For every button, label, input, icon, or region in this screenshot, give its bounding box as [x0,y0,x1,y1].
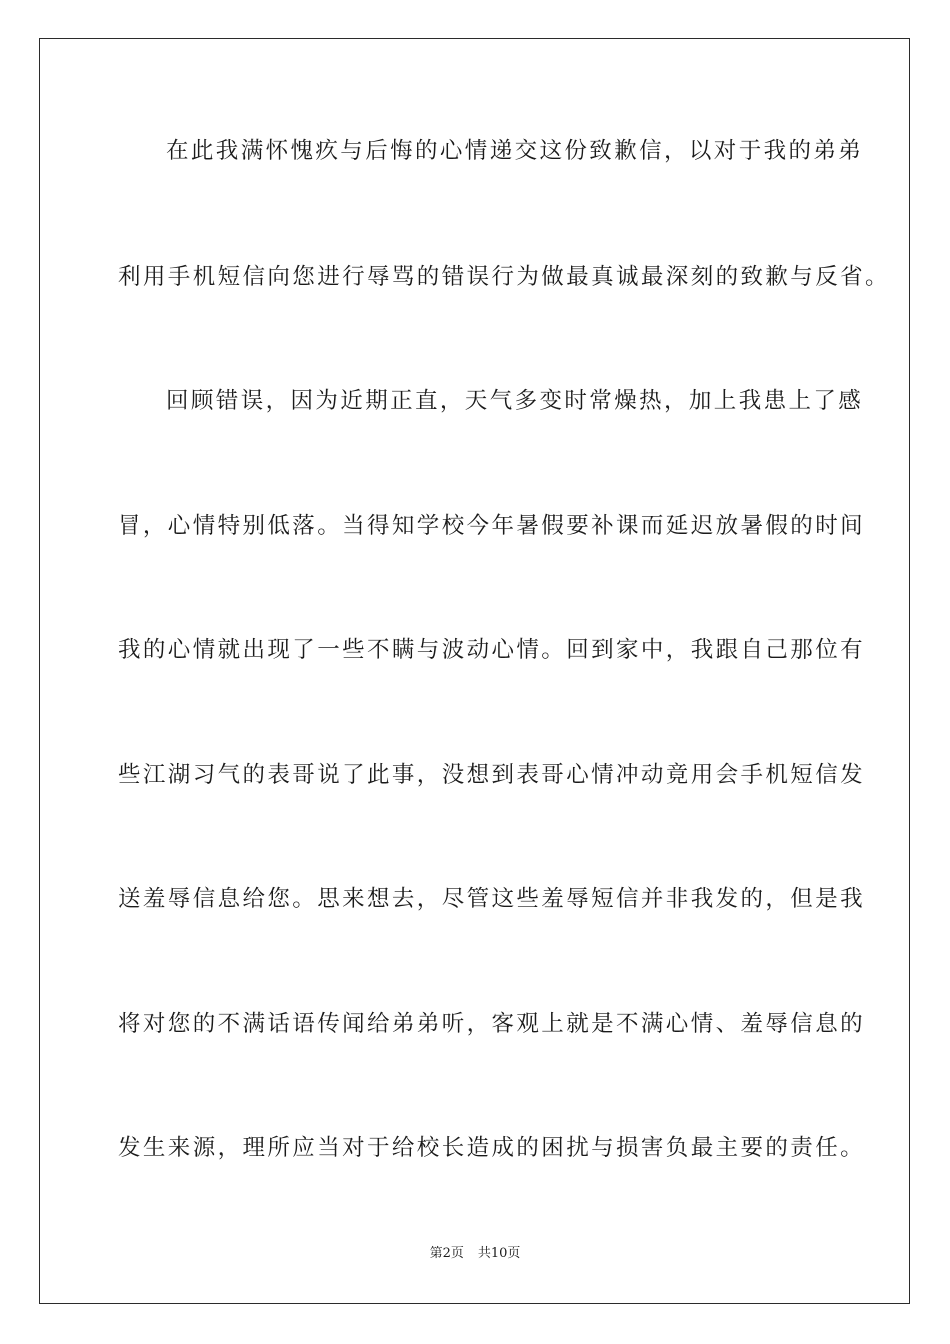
paragraph-line: 送羞辱信息给您。思来想去，尽管这些羞辱短信并非我发的，但是我 [118,886,866,912]
page-footer [0,1245,950,1263]
paragraph-line: 利用手机短信向您进行辱骂的错误行为做最真诚最深刻的致歉与反省。 [118,264,890,290]
paragraph-line: 些江湖习气的表哥说了此事，没想到表哥心情冲动竟用会手机短信发 [118,762,866,788]
page-number: 第2页 [429,1246,464,1261]
paragraph-line: 冒，心情特别低落。当得知学校今年暑假要补课而延迟放暑假的时间 [118,513,866,539]
page-total: 共10页 [477,1246,521,1261]
page-border [39,38,910,1304]
paragraph-line: 发生来源，理所应当对于给校长造成的困扰与损害负最主要的责任。 [118,1135,866,1161]
paragraph-line: 回顾错误，因为近期正直，天气多变时常燥热，加上我患上了感 [166,388,864,414]
paragraph-line: 在此我满怀愧疚与后悔的心情递交这份致歉信，以对于我的弟弟 [166,138,864,164]
paragraph-line: 将对您的不满话语传闻给弟弟听，客观上就是不满心情、羞辱信息的 [118,1011,866,1037]
paragraph-line: 我的心情就出现了一些不瞒与波动心情。回到家中，我跟自己那位有 [118,637,866,663]
